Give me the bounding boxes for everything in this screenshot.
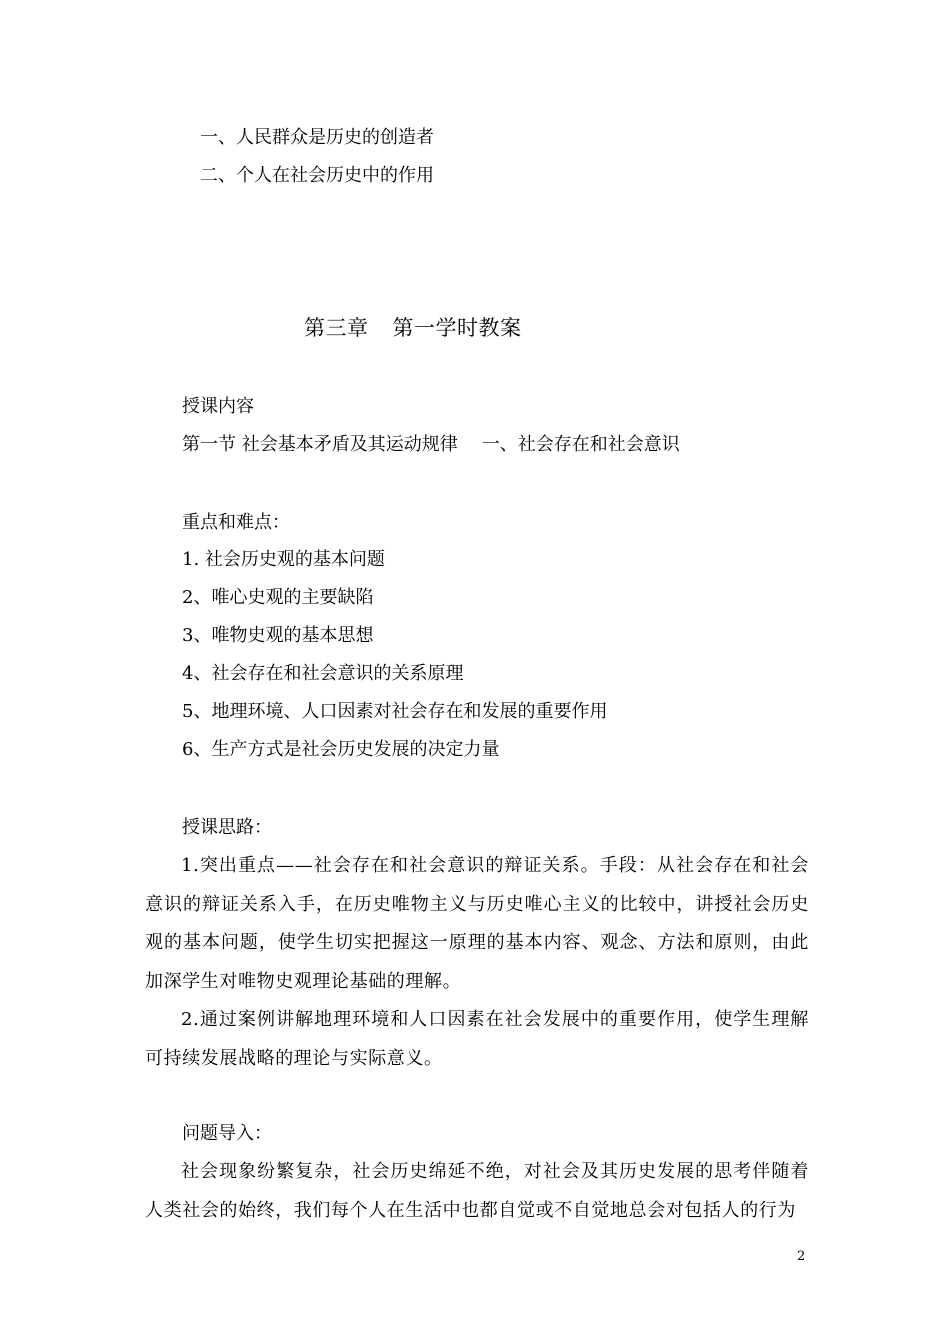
introduction-heading: 问题导入： [182,1123,272,1144]
chapter-title [304,314,522,342]
section-title: 第一节 社会基本矛盾及其运动规律 [182,434,458,455]
key-points-heading: 重点和难点： [182,512,290,533]
key-point-item: 5、地理环境、人口因素对社会存在和发展的重要作用 [182,701,608,722]
lesson-label: 第一学时教案 [392,316,522,340]
key-point-item: 6、生产方式是社会历史发展的决定力量 [182,739,500,760]
content-section-line [182,433,680,457]
page-number: 2 [797,1249,806,1264]
key-point-item: 4、社会存在和社会意识的关系原理 [182,663,464,684]
key-point-item: 2、唯心史观的主要缺陷 [182,587,374,608]
approach-paragraph-2: 2.通过案例讲解地理环境和人口因素在社会发展中的重要作用，使学生理解可持续发展战略的理论与实际意义。 [145,1009,809,1069]
top-list-item-1: 一、人民群众是历史的创造者 [200,127,434,148]
approach-heading: 授课思路： [182,817,272,838]
subsection-title: 一、社会存在和社会意识 [481,434,680,455]
top-list-item-2: 二、个人在社会历史中的作用 [200,165,434,186]
introduction-paragraph: 社会现象纷繁复杂，社会历史绵延不绝，对社会及其历史发展的思考伴随着人类社会的始终，我们每个人在生活中也都自觉或不自觉地总会对包括人的行为 [145,1161,809,1221]
key-point-item: 3、唯物史观的基本思想 [182,625,374,646]
approach-paragraph-1: 1.突出重点——社会存在和社会意识的辩证关系。手段：从社会存在和社会意识的辩证关系入手，在历史唯物主义与历史唯心主义的比较中，讲授社会历史观的基本问题，使学生切实把握这一原理的基本内容、观念、方法和原则，由此加深学生对唯物史观理论基础的理解。 [145,855,809,992]
key-point-item: 1. 社会历史观的基本问题 [182,549,385,570]
chapter-label: 第三章 [304,316,369,340]
content-heading: 授课内容 [182,396,254,417]
